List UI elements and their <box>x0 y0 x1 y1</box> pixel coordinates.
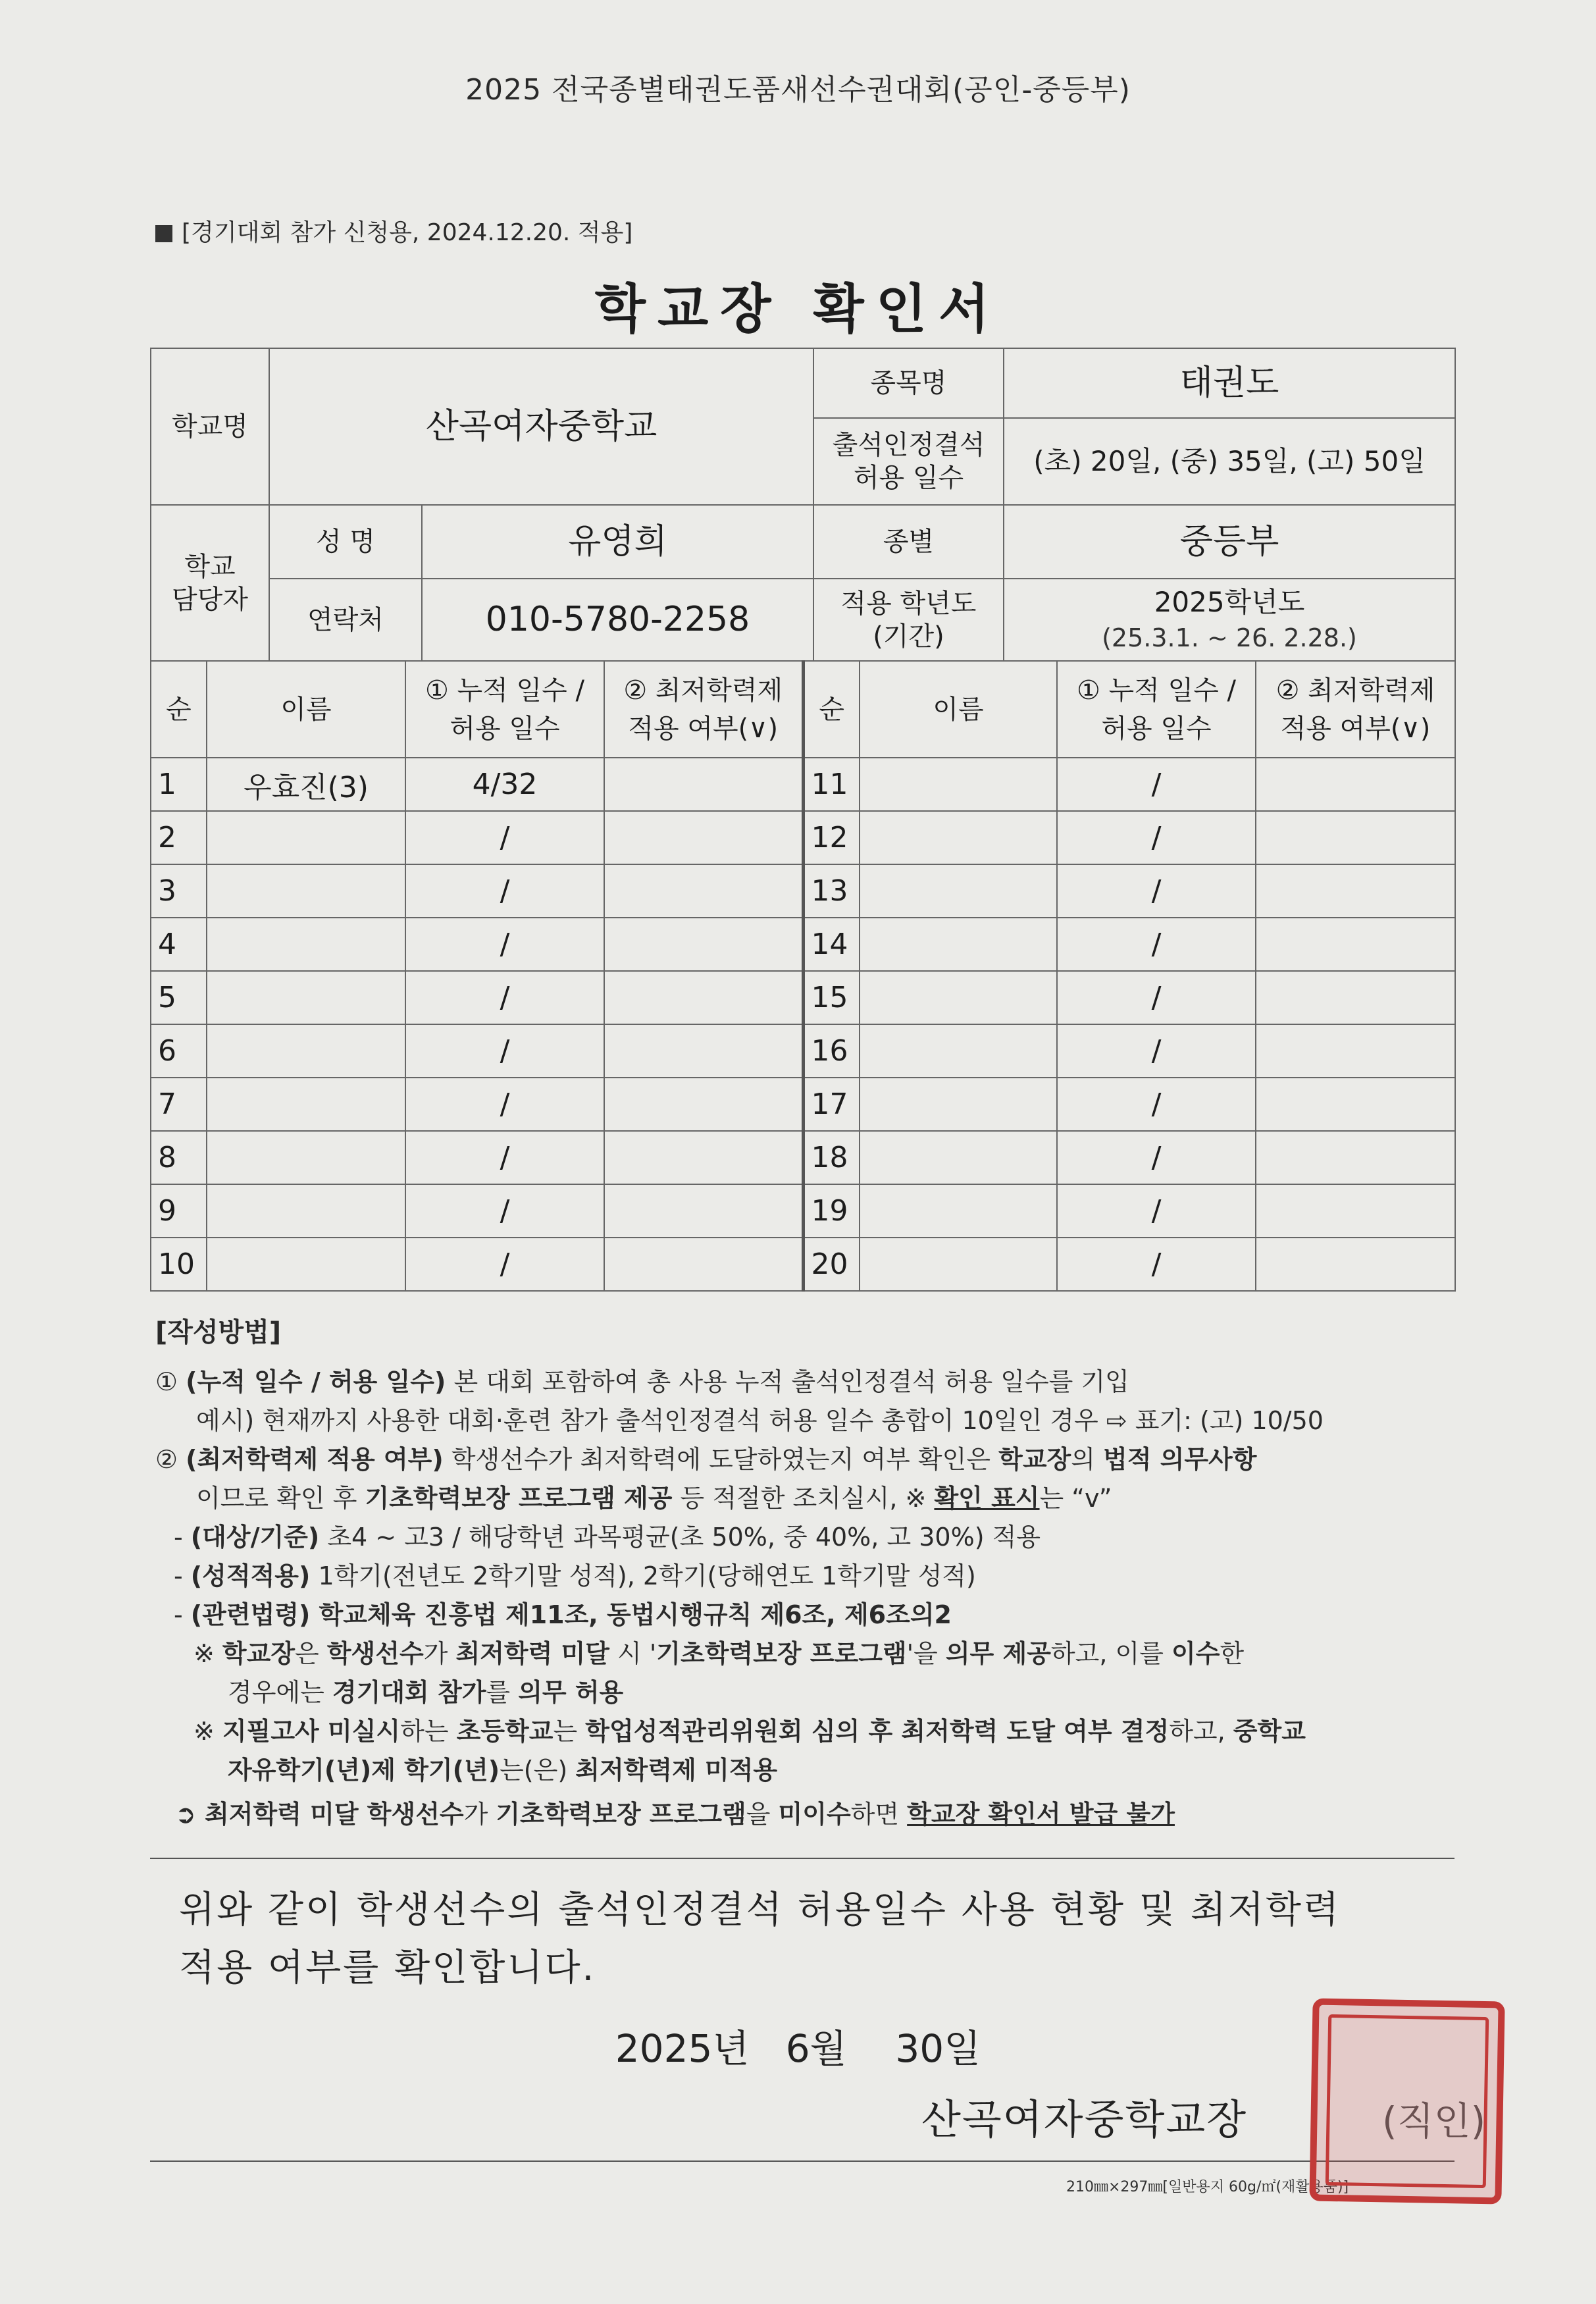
row-no: 1 <box>151 758 207 811</box>
instruction-text: 본 대회 포함하여 총 사용 누적 출석인정결석 허용 일수를 기입 <box>446 1367 1129 1396</box>
instruction-text: 는 “v” <box>1039 1484 1112 1513</box>
table-row <box>151 1184 1455 1238</box>
col-check-right <box>1256 661 1455 758</box>
paper-spec: 210㎜×297㎜[일반용지 60g/㎡(재활용품)] <box>1066 2179 1349 2195</box>
row-days: 4/32 <box>405 758 604 811</box>
col-check-line2: 적용 여부(∨) <box>628 713 779 744</box>
instruction-term: (대상/기준) <box>190 1523 320 1552</box>
row-check-right <box>1256 971 1455 1024</box>
instruction-text: 1학기(전년도 2학기말 성적), 2학기(당해연도 1학기말 성적) <box>310 1561 976 1590</box>
instruction-line <box>155 1751 1458 1790</box>
manager-label-line2: 담당자 <box>172 584 248 615</box>
col-check-right-line1: ② 최저학력제 <box>1275 675 1435 706</box>
instruction-line <box>155 1712 1458 1751</box>
year-label <box>813 579 1004 661</box>
confirmation-statement <box>179 1881 1429 1997</box>
instruction-text: 이므로 확인 후 <box>196 1484 365 1513</box>
col-days-line1: ① 누적 일수 / <box>425 675 585 706</box>
instruction-term: 초등학교 <box>456 1717 553 1746</box>
note-mark: ※ <box>193 1639 222 1668</box>
row-days: / <box>405 1184 604 1238</box>
instruction-term: 지필고사 미실시 <box>222 1717 401 1746</box>
instruction-term: 학업성적관리위원회 심의 후 최저학력 도달 여부 결정 <box>585 1717 1170 1746</box>
row-days: / <box>405 811 604 864</box>
instruction-text: 학생선수가 최저학력에 도달하였는지 여부 확인은 <box>443 1445 999 1474</box>
absence-label-line2: 허용 일수 <box>853 463 964 493</box>
final-warning <box>155 1795 1458 1834</box>
row-name <box>207 1024 405 1078</box>
row-name <box>207 811 405 864</box>
instruction-term: 이수 <box>1171 1639 1220 1668</box>
row-no-right: 18 <box>803 1131 860 1184</box>
instruction-text: 가 <box>423 1639 456 1668</box>
row-no: 8 <box>151 1131 207 1184</box>
row-no-right: 14 <box>803 918 860 971</box>
row-days-right: / <box>1057 1184 1256 1238</box>
instruction-text: 경우에는 <box>228 1678 332 1707</box>
row-name-right <box>860 1131 1057 1184</box>
row-check <box>604 811 803 864</box>
school-name: 산곡여자중학교 <box>269 348 813 505</box>
row-check <box>604 1131 803 1184</box>
instruction-term: 자유학기(년)제 학기(년) <box>228 1756 500 1785</box>
col-days-right <box>1057 661 1256 758</box>
col-no-right: 순 <box>803 661 860 758</box>
col-days <box>405 661 604 758</box>
year-label-line2: (기간) <box>873 621 944 652</box>
instruction-text: 하고, 이를 <box>1050 1639 1171 1668</box>
instruction-term: 학교장 <box>998 1445 1071 1474</box>
row-days-right: / <box>1057 918 1256 971</box>
period-value: (25.3.1. ~ 26. 2.28.) <box>1102 623 1357 652</box>
instruction-line <box>155 1518 1458 1557</box>
row-no-right: 15 <box>803 971 860 1024</box>
absence-value: (초) 20일, (중) 35일, (고) 50일 <box>1004 418 1455 505</box>
row-no: 2 <box>151 811 207 864</box>
row-days-right: / <box>1057 811 1256 864</box>
warning-text: 가 <box>463 1800 496 1829</box>
seal-mark: (직인) <box>1382 2099 1486 2143</box>
instruction-text: 은 <box>295 1639 327 1668</box>
row-no: 3 <box>151 864 207 918</box>
row-no: 6 <box>151 1024 207 1078</box>
row-days-right: / <box>1057 864 1256 918</box>
school-label: 학교명 <box>151 348 269 505</box>
table-row <box>151 864 1455 918</box>
divider <box>150 1858 1454 1859</box>
row-name <box>207 864 405 918</box>
instruction-term: 최저학력제 미적용 <box>575 1756 778 1785</box>
event-value: 태권도 <box>1004 348 1455 418</box>
info-table <box>150 348 1456 662</box>
circle-one-icon: ① <box>155 1367 178 1396</box>
row-no: 10 <box>151 1238 207 1291</box>
row-check <box>604 1024 803 1078</box>
instruction-line <box>155 1635 1458 1673</box>
row-no: 5 <box>151 971 207 1024</box>
col-days-right-line1: ① 누적 일수 / <box>1076 675 1237 706</box>
row-name-right <box>860 971 1057 1024</box>
warning-text: 을 <box>746 1800 779 1829</box>
row-check <box>604 971 803 1024</box>
warning-text: 미이수 <box>778 1800 851 1829</box>
instruction-line <box>155 1440 1458 1479</box>
year-label-line1: 적용 학년도 <box>840 588 977 619</box>
col-name-right: 이름 <box>860 661 1057 758</box>
row-name-right <box>860 811 1057 864</box>
manager-label <box>151 505 269 661</box>
row-no-right: 12 <box>803 811 860 864</box>
col-name: 이름 <box>207 661 405 758</box>
table-row <box>151 1238 1455 1291</box>
square-bullet-icon <box>155 225 172 242</box>
row-name-right <box>860 1184 1057 1238</box>
row-no-right: 11 <box>803 758 860 811</box>
instruction-line <box>155 1557 1458 1596</box>
row-check-right <box>1256 1024 1455 1078</box>
absence-label-line1: 출석인정결석 <box>832 430 985 460</box>
row-name-right <box>860 1078 1057 1131</box>
instruction-term: 학생선수 <box>326 1639 424 1668</box>
instruction-text: '을 <box>906 1639 946 1668</box>
instruction-term: 최저학력 미달 <box>455 1639 609 1668</box>
row-check <box>604 1184 803 1238</box>
row-days: / <box>405 1131 604 1184</box>
instruction-term: 학교장 <box>222 1639 296 1668</box>
row-days: / <box>405 1024 604 1078</box>
row-days-right: / <box>1057 758 1256 811</box>
row-check-right <box>1256 758 1455 811</box>
row-no: 4 <box>151 918 207 971</box>
divider <box>150 2160 1454 2162</box>
division-label: 종별 <box>813 505 1004 579</box>
row-no-right: 16 <box>803 1024 860 1078</box>
instruction-term: 기초학력보장 프로그램 <box>656 1639 907 1668</box>
dash-mark: - <box>174 1600 191 1629</box>
instruction-text: 하는 <box>400 1717 457 1746</box>
document-title: 학교장 확인서 <box>594 278 1002 340</box>
row-days-right: / <box>1057 1238 1256 1291</box>
row-days-right: / <box>1057 1078 1256 1131</box>
manager-label-line1: 학교 <box>184 551 236 582</box>
official-seal-icon <box>1309 1998 1505 2204</box>
row-name-right <box>860 1024 1057 1078</box>
warning-text: 최저학력 미달 학생선수 <box>195 1800 464 1829</box>
row-days: / <box>405 971 604 1024</box>
row-no-right: 20 <box>803 1238 860 1291</box>
instruction-text: 의 <box>1071 1445 1104 1474</box>
instruction-line <box>155 1673 1458 1712</box>
instruction-term: 의무 허용 <box>518 1678 624 1707</box>
row-check-right <box>1256 864 1455 918</box>
contact-value: 010-5780-2258 <box>422 579 813 661</box>
instruction-term: 중학교 <box>1233 1717 1306 1746</box>
row-check <box>604 918 803 971</box>
row-check-right <box>1256 811 1455 864</box>
circle-two-icon: ② <box>155 1445 178 1474</box>
row-name-right <box>860 1238 1057 1291</box>
row-name <box>207 1078 405 1131</box>
competition-header: 2025 전국종별태권도품새선수권대회(공인-중등부) <box>465 73 1131 107</box>
col-check-right-line2: 적용 여부(∨) <box>1280 713 1431 744</box>
absence-label <box>813 418 1004 505</box>
row-no: 7 <box>151 1078 207 1131</box>
row-check <box>604 758 803 811</box>
row-days: / <box>405 864 604 918</box>
instruction-term: 확인 표시 <box>934 1484 1040 1513</box>
year-value-text: 2025학년도 <box>1154 586 1305 618</box>
instruction-text: 시 ' <box>609 1639 657 1668</box>
row-days-right: / <box>1057 971 1256 1024</box>
col-days-line2: 허용 일수 <box>450 713 560 744</box>
contact-label: 연락처 <box>269 579 422 661</box>
note-mark: ※ <box>193 1717 222 1746</box>
date-text: 2025년 6월 30일 <box>615 2026 981 2071</box>
row-name <box>207 1184 405 1238</box>
row-name <box>207 918 405 971</box>
table-row <box>151 918 1455 971</box>
row-check-right <box>1256 918 1455 971</box>
row-no-right: 13 <box>803 864 860 918</box>
warning-text: 기초학력보장 프로그램 <box>496 1800 746 1829</box>
instruction-line <box>155 1479 1458 1518</box>
table-row <box>151 1131 1455 1184</box>
row-check <box>604 1078 803 1131</box>
row-name <box>207 1238 405 1291</box>
instruction-term: 법적 의무사항 <box>1103 1445 1257 1474</box>
row-name-right <box>860 864 1057 918</box>
dash-mark: - <box>174 1523 191 1552</box>
col-check-line1: ② 최저학력제 <box>623 675 783 706</box>
instruction-text: 초4 ~ 고3 / 해당학년 과목평균(초 50%, 중 40%, 고 30%) 적용 <box>319 1523 1041 1552</box>
roster-header-row <box>151 661 1455 758</box>
instruction-text: 한 <box>1220 1639 1245 1668</box>
row-name <box>207 971 405 1024</box>
instruction-line <box>155 1363 1458 1401</box>
roster-table <box>150 660 1456 1292</box>
table-row <box>151 811 1455 864</box>
manager-name: 유영희 <box>422 505 813 579</box>
row-name-right <box>860 758 1057 811</box>
row-name: 우효진(3) <box>207 758 405 811</box>
table-row <box>151 971 1455 1024</box>
principal-name: 산곡여자중학교장 <box>921 2095 1248 2143</box>
instruction-term: 의무 제공 <box>945 1639 1051 1668</box>
arrow-box-icon: ➲ <box>175 1800 196 1829</box>
row-check-right <box>1256 1238 1455 1291</box>
instructions-section <box>155 1313 1458 1834</box>
row-check <box>604 864 803 918</box>
instruction-text: 등 적절한 조치실시, ※ <box>672 1484 935 1513</box>
instruction-text: 를 <box>486 1678 519 1707</box>
instruction-term: (성적적용) <box>190 1561 311 1590</box>
instruction-term: (관련법령) 학교체육 진흥법 제11조, 동법시행규칙 제6조, 제6조의2 <box>190 1600 952 1629</box>
row-days-right: / <box>1057 1131 1256 1184</box>
col-check <box>604 661 803 758</box>
row-name-right <box>860 918 1057 971</box>
row-days-right: / <box>1057 1024 1256 1078</box>
warning-underlined: 학교장 확인서 발급 불가 <box>907 1800 1175 1829</box>
division-value: 중등부 <box>1004 505 1455 579</box>
row-name <box>207 1131 405 1184</box>
col-days-right-line2: 허용 일수 <box>1101 713 1212 744</box>
instruction-term: 경기대회 참가 <box>332 1678 486 1707</box>
table-row <box>151 1024 1455 1078</box>
dash-mark: - <box>174 1561 191 1590</box>
row-no-right: 17 <box>803 1078 860 1131</box>
row-check-right <box>1256 1184 1455 1238</box>
row-check <box>604 1238 803 1291</box>
statement-line2: 적용 여부를 확인합니다. <box>179 1947 596 1989</box>
instruction-text: 는 <box>553 1717 586 1746</box>
event-label: 종목명 <box>813 348 1004 418</box>
form-note-text: [경기대회 참가 신청용, 2024.12.20. 적용] <box>182 219 633 246</box>
row-no: 9 <box>151 1184 207 1238</box>
year-value <box>1004 579 1455 661</box>
seal-inner-border <box>1326 2014 1489 2188</box>
instruction-line <box>155 1596 1458 1635</box>
row-days: / <box>405 918 604 971</box>
instruction-line: 예시) 현재까지 사용한 대회·훈련 참가 출석인정결석 허용 일수 총합이 10일인 경우 ⇨ 표기: (고) 10/50 <box>196 1406 1324 1435</box>
row-days: / <box>405 1238 604 1291</box>
instruction-term: (누적 일수 / 허용 일수) <box>186 1367 446 1396</box>
instruction-term: (최저학력제 적용 여부) <box>186 1445 444 1474</box>
statement-line1: 위와 같이 학생선수의 출석인정결석 허용일수 사용 현황 및 최저학력 <box>179 1889 1341 1931</box>
table-row <box>151 758 1455 811</box>
instructions-title: [작성방법] <box>155 1317 282 1348</box>
instruction-text: 하고, <box>1169 1717 1233 1746</box>
instruction-text: 는(은) <box>500 1756 576 1785</box>
instruction-term: 기초학력보장 프로그램 제공 <box>365 1484 673 1513</box>
warning-text: 하면 <box>850 1800 908 1829</box>
table-row <box>151 1078 1455 1131</box>
form-note <box>155 214 632 248</box>
row-days: / <box>405 1078 604 1131</box>
row-check-right <box>1256 1131 1455 1184</box>
col-no: 순 <box>151 661 207 758</box>
name-label: 성 명 <box>269 505 422 579</box>
row-check-right <box>1256 1078 1455 1131</box>
row-no-right: 19 <box>803 1184 860 1238</box>
